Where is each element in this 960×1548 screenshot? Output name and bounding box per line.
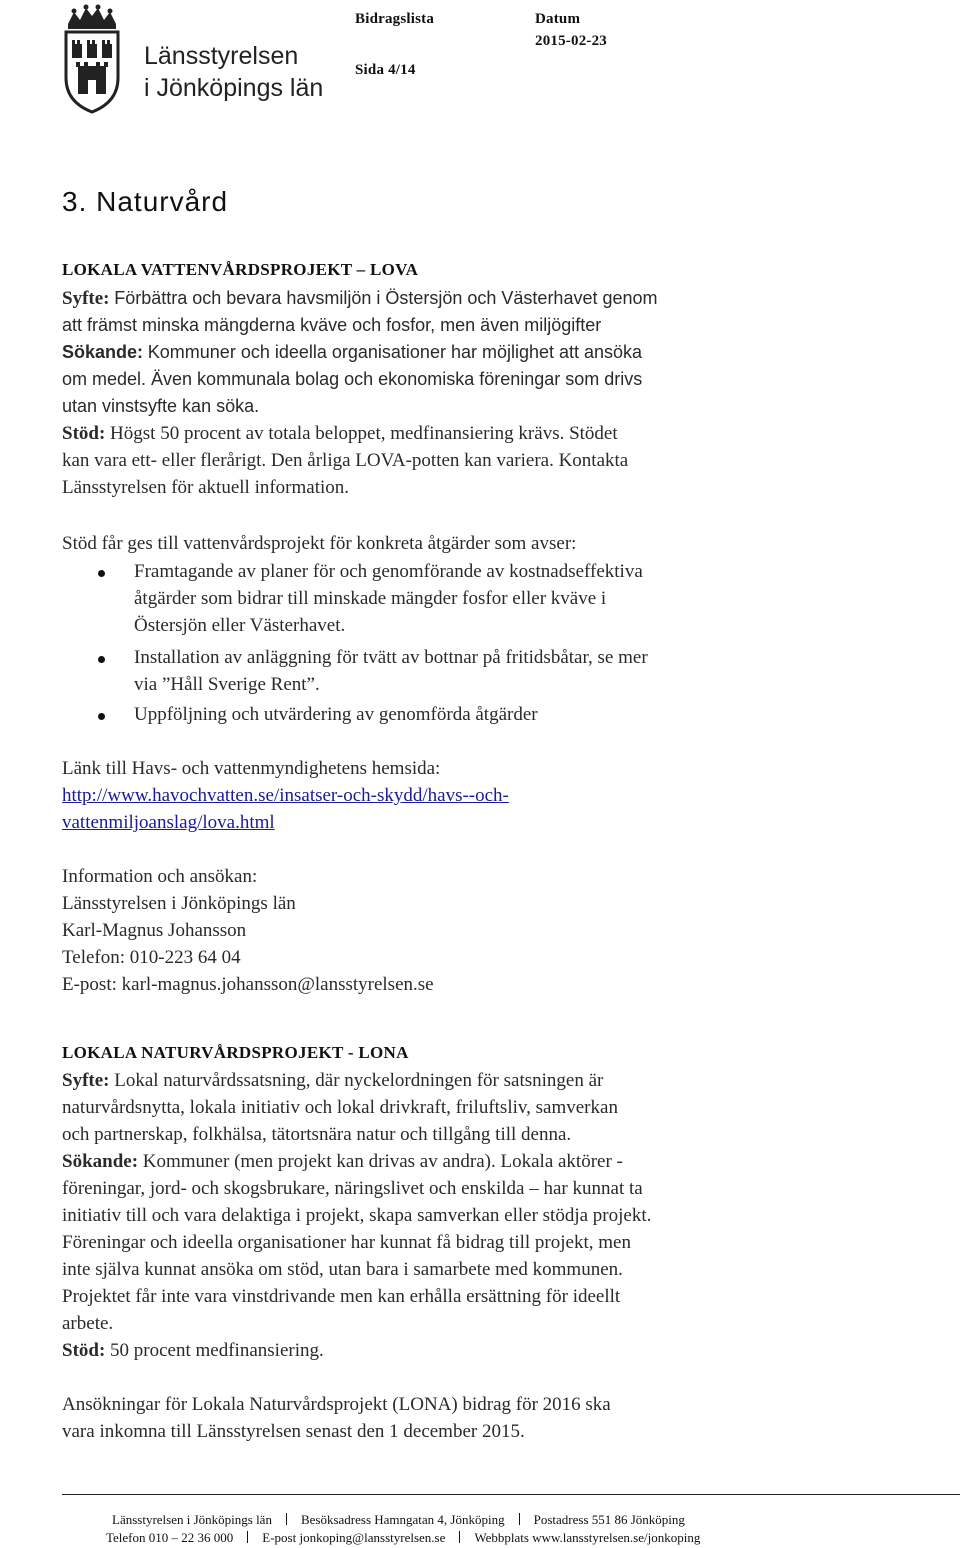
coat-of-arms-icon xyxy=(60,2,124,114)
bullet-icon xyxy=(98,570,105,577)
contact-name: Karl-Magnus Johansson xyxy=(62,920,247,941)
contact-email: E-post: karl-magnus.johansson@lansstyrelsen.se xyxy=(62,974,434,995)
lova-heading: LOKALA VATTENVÅRDSPROJEKT – LOVA xyxy=(62,260,419,279)
lona-deadline-1: Ansökningar för Lokala Naturvårdsprojekt (LONA) bidrag för 2016 ska xyxy=(62,1394,611,1415)
footer-website[interactable]: Webbplats www.lansstyrelsen.se/jonkoping xyxy=(474,1530,701,1545)
footer-divider xyxy=(62,1494,960,1495)
lona-deadline-2: vara inkomna till Länsstyrelsen senast den 1 december 2015. xyxy=(62,1421,525,1442)
lova-applicant-label: Sökande: xyxy=(62,342,144,362)
lona-applicant-text-5: inte själva kunnat ansöka om stöd, utan bara i samarbete med kommunen. xyxy=(62,1259,623,1280)
lova-bullet-1-line-2: åtgärder som bidrar till minskade mängder fosfor eller kväve i xyxy=(134,588,607,609)
lova-purpose xyxy=(62,288,658,310)
contact-phone: Telefon: 010-223 64 04 xyxy=(62,947,241,968)
bullet-icon xyxy=(98,713,105,720)
lova-bullet-2-line-2: via ”Håll Sverige Rent”. xyxy=(134,674,320,695)
page-number: Sida 4/14 xyxy=(355,62,416,78)
lova-applicant xyxy=(62,342,642,364)
footer-visit-address: Besöksadress Hamngatan 4, Jönköping xyxy=(300,1512,505,1527)
footer-row-2 xyxy=(106,1530,700,1546)
logo-line-1: Länsstyrelsen xyxy=(144,42,299,70)
lova-support xyxy=(62,423,618,445)
lova-bullet-1-line-1: Framtagande av planer för och genomförande av kostnadseffektiva xyxy=(134,561,643,582)
lova-link-line-1[interactable]: http://www.havochvatten.se/insatser-och-skydd/havs--och- xyxy=(62,785,509,806)
lona-purpose-label: Syfte: xyxy=(62,1070,110,1091)
lova-purpose-label: Syfte: xyxy=(62,288,110,309)
lona-applicant-text-6: Projektet får inte vara vinstdrivande men kan erhålla ersättning för ideellt xyxy=(62,1286,621,1307)
footer-separator xyxy=(519,1513,520,1525)
lona-support-text: 50 procent medfinansiering. xyxy=(110,1340,324,1361)
lona-purpose-text-1: Lokal naturvårdssatsning, där nyckelordningen för satsningen är xyxy=(114,1070,604,1091)
footer-separator xyxy=(286,1513,287,1525)
lova-purpose-text-2: att främst minska mängderna kväve och fosfor, men även miljögifter xyxy=(62,315,602,335)
lova-purpose-text-1: Förbättra och bevara havsmiljön i Östersjön och Västerhavet genom xyxy=(114,288,658,308)
lona-purpose-text-2: naturvårdsnytta, lokala initiativ och lokal drivkraft, friluftsliv, samverkan xyxy=(62,1097,618,1118)
footer-separator xyxy=(247,1531,248,1543)
lova-intro: Stöd får ges till vattenvårdsprojekt för konkreta åtgärder som avser: xyxy=(62,533,577,554)
logo xyxy=(60,2,324,114)
footer-email[interactable]: E-post jonkoping@lansstyrelsen.se xyxy=(262,1530,446,1545)
lova-bullet-3-line-1: Uppföljning och utvärdering av genomförda åtgärder xyxy=(134,704,538,725)
lona-applicant-text-7: arbete. xyxy=(62,1313,114,1334)
lova-support-label: Stöd: xyxy=(62,423,106,444)
doc-type: Bidragslista xyxy=(355,11,435,27)
lona-applicant-text-3: initiativ till och vara delaktiga i projekt, skapa samverkan eller stödja projekt. xyxy=(62,1205,652,1226)
lova-link-line-2[interactable]: vattenmiljoanslag/lova.html xyxy=(62,812,275,833)
footer-row-1 xyxy=(112,1512,685,1528)
lona-support xyxy=(62,1340,324,1362)
lova-support-text-1: Högst 50 procent av totala beloppet, medfinansiering krävs. Stödet xyxy=(110,423,618,444)
lona-applicant-text-4: Föreningar och ideella organisationer har kunnat få bidrag till projekt, men xyxy=(62,1232,631,1253)
lova-bullet-1-line-3: Östersjön eller Västerhavet. xyxy=(134,615,346,636)
footer-phone: Telefon 010 – 22 36 000 xyxy=(106,1530,234,1545)
contact-org: Länsstyrelsen i Jönköpings län xyxy=(62,893,296,914)
date-value: 2015-02-23 xyxy=(535,33,607,49)
footer-org: Länsstyrelsen i Jönköpings län xyxy=(112,1512,272,1527)
lova-support-text-3: Länsstyrelsen för aktuell information. xyxy=(62,477,350,498)
logo-line-2: i Jönköpings län xyxy=(144,74,324,102)
lova-applicant-text-3: utan vinstsyfte kan söka. xyxy=(62,396,260,416)
lova-support-text-2: kan vara ett- eller flerårigt. Den årliga LOVA-potten kan variera. Kontakta xyxy=(62,450,629,471)
lova-applicant-text-2: om medel. Även kommunala bolag och ekonomiska föreningar som drivs xyxy=(62,369,643,389)
bullet-icon xyxy=(98,656,105,663)
contact-heading: Information och ansökan: xyxy=(62,866,258,887)
lona-purpose-text-3: och partnerskap, folkhälsa, tätortsnära natur och tillgång till denna. xyxy=(62,1124,572,1145)
lona-applicant xyxy=(62,1151,623,1173)
date-label: Datum xyxy=(535,11,581,27)
section-title: 3. Naturvård xyxy=(62,186,229,217)
lona-applicant-text-1: Kommuner (men projekt kan drivas av andra). Lokala aktörer - xyxy=(142,1151,623,1172)
footer-postal-address: Postadress 551 86 Jönköping xyxy=(533,1512,685,1527)
lona-applicant-text-2: föreningar, jord- och skogsbrukare, näringslivet och enskilda – har kunnat ta xyxy=(62,1178,643,1199)
lona-applicant-label: Sökande: xyxy=(62,1151,139,1172)
lova-bullet-2-line-1: Installation av anläggning för tvätt av bottnar på fritidsbåtar, se mer xyxy=(134,647,648,668)
footer-separator xyxy=(459,1531,460,1543)
lona-heading: LOKALA NATURVÅRDSPROJEKT - LONA xyxy=(62,1043,409,1062)
lona-purpose xyxy=(62,1070,603,1092)
lona-support-label: Stöd: xyxy=(62,1340,106,1361)
lova-applicant-text-1: Kommuner och ideella organisationer har möjlighet att ansöka xyxy=(147,342,643,362)
lova-link-intro: Länk till Havs- och vattenmyndighetens hemsida: xyxy=(62,758,441,779)
